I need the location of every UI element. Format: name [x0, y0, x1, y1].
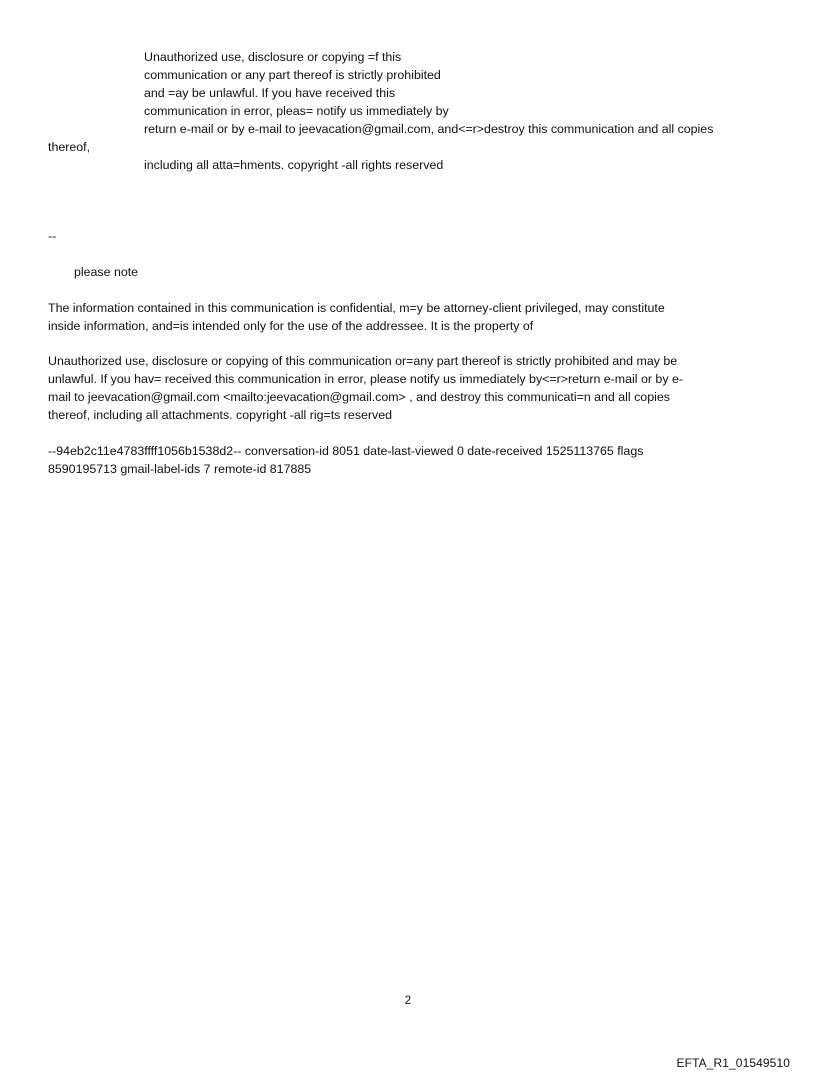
disclaimer-line-1: Unauthorized use, disclosure or copying =f this [144, 50, 402, 64]
bates-number: EFTA_R1_01549510 [676, 1056, 790, 1070]
confidential-line-1: The information contained in this communication is confidential, m=y be attorney-client privileged, may constitute [48, 301, 665, 315]
unauthorized-line-1: Unauthorized use, disclosure or copying of this communication or=any part thereof is strictly prohibited and may be [48, 354, 678, 368]
disclaimer-line-6: thereof, [48, 140, 91, 154]
disclaimer-line-7: including all atta=hments. copyright -all rights reserved [144, 158, 444, 172]
metadata-line-1: --94eb2c11e4783ffff1056b1538d2-- conversation-id 8051 date-last-viewed 0 date-received 1525113765 flags [48, 444, 644, 458]
signature-separator: -- [48, 229, 57, 243]
metadata-line-2: 8590195713 gmail-label-ids 7 remote-id 817885 [48, 462, 312, 476]
page-number: 2 [404, 995, 412, 1007]
unauthorized-line-2: unlawful. If you hav= received this communication in error, please notify us immediately by<=r>return e-mail or by e- [48, 372, 683, 386]
disclaimer-line-4: communication in error, pleas= notify us immediately by [144, 104, 449, 118]
disclaimer-line-3: and =ay be unlawful. If you have received this [144, 86, 396, 100]
unauthorized-line-3: mail to jeevacation@gmail.com <mailto:jeevacation@gmail.com> , and destroy this communicati=n and all copies [48, 390, 670, 404]
note-heading: please note [74, 265, 139, 279]
disclaimer-line-2: communication or any part thereof is strictly prohibited [144, 68, 441, 82]
unauthorized-line-4: thereof, including all attachments. copyright -all rig=ts reserved [48, 408, 393, 422]
disclaimer-line-5: return e-mail or by e-mail to jeevacation@gmail.com, and<=r>destroy this communication and all copies [144, 122, 714, 136]
confidential-line-2: inside information, and=is intended only for the use of the addressee. It is the property of [48, 319, 534, 333]
